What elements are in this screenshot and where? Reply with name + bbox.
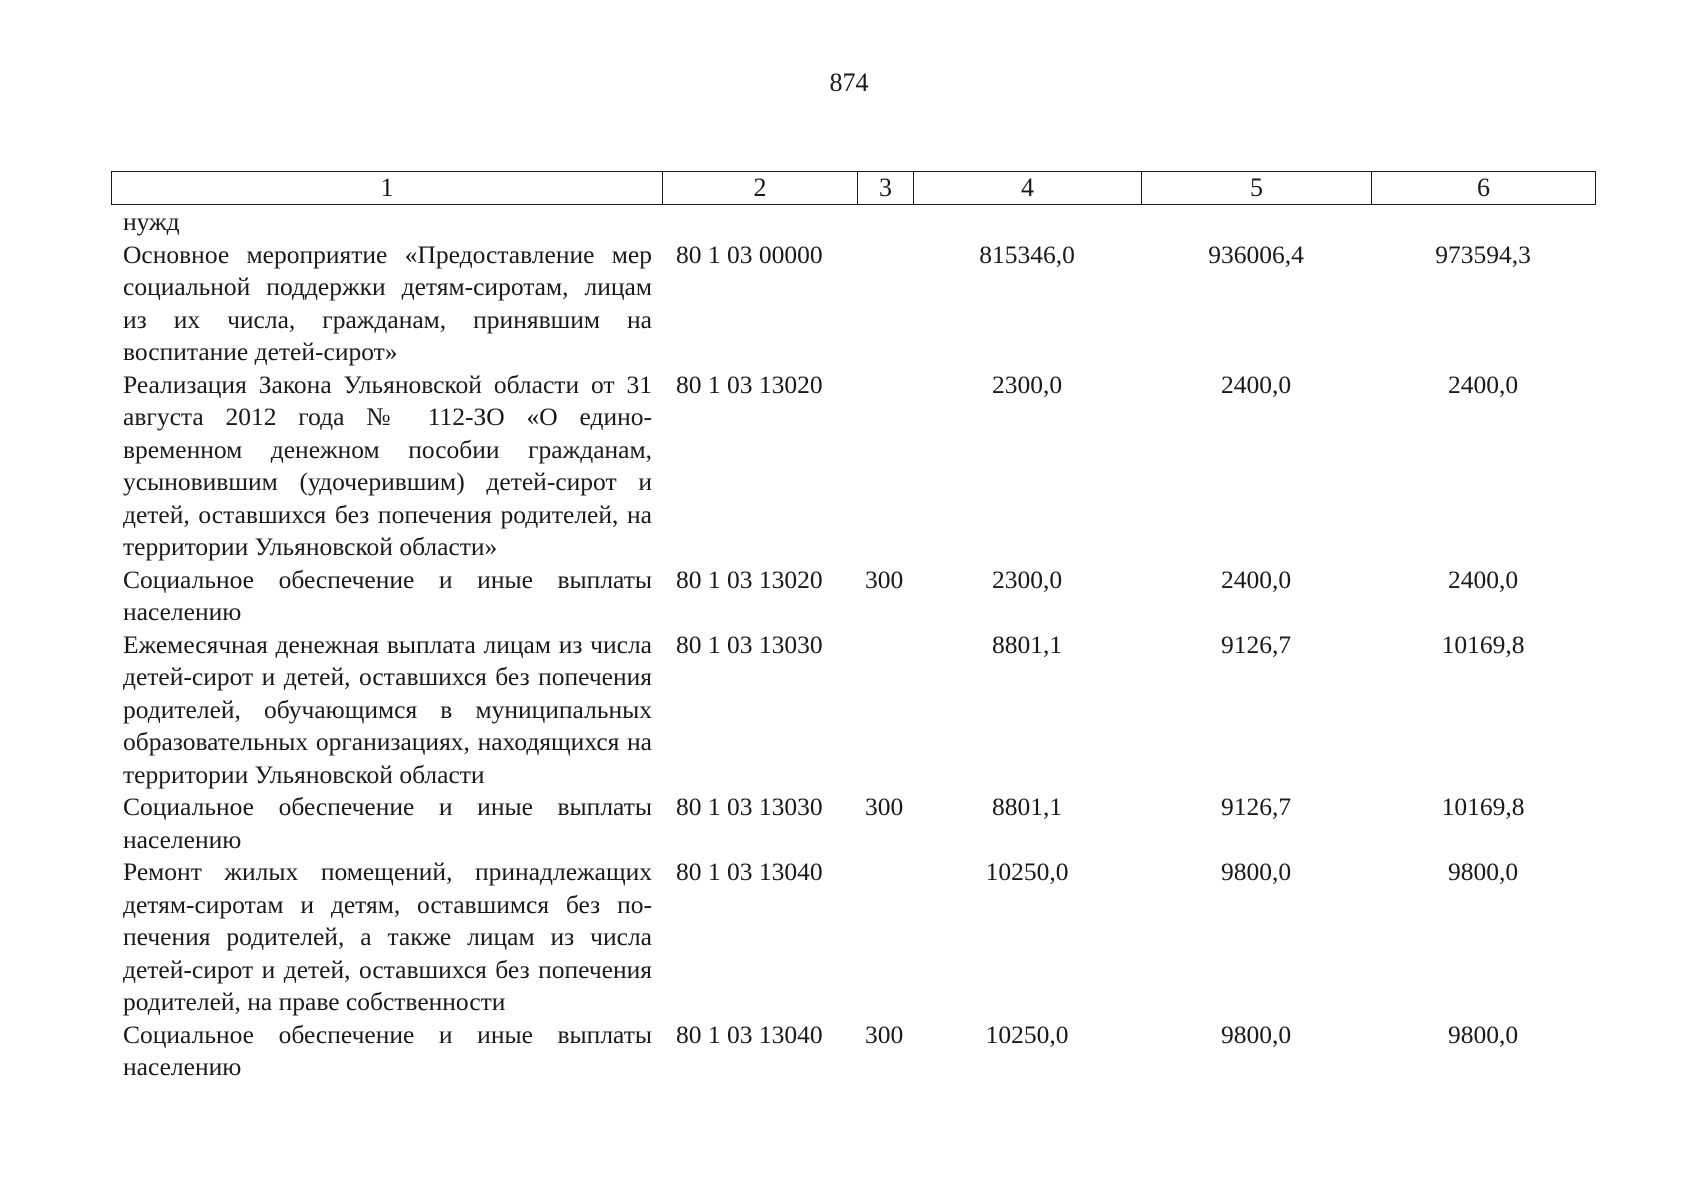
row-value-5: 9126,7: [1220, 792, 1292, 821]
row-vr: [857, 629, 913, 792]
row-vr: [857, 369, 913, 564]
row-vr: 300: [865, 564, 904, 594]
table-row: [111, 239, 1595, 369]
row-code: 80 1 03 13020: [676, 369, 823, 399]
table-row: [111, 369, 1595, 564]
row-value-6: 9800,0: [1447, 857, 1519, 886]
row-vr: [857, 856, 913, 1019]
row-value-6: 10169,8: [1441, 629, 1525, 659]
row-name: нужд: [123, 207, 180, 236]
row-value-4: 10250,0: [985, 857, 1069, 886]
row-value-6: 973594,3: [1435, 239, 1531, 269]
row-value-5: 9800,0: [1220, 1019, 1292, 1049]
table-row: [111, 1019, 1595, 1084]
row-value-6: 10169,8: [1441, 792, 1525, 821]
row-value-5: 9800,0: [1220, 857, 1292, 886]
row-value-4: 2300,0: [991, 369, 1063, 399]
row-value-5: 2400,0: [1220, 369, 1292, 399]
row-code: 80 1 03 13040: [676, 1019, 823, 1049]
row-code: 80 1 03 13030: [676, 792, 823, 821]
row-name: Основное мероприятие «Предоставление мер социальной поддержки детям-сиротам, лицам из их числа, гражданам, принявшим на воспитание детей-сирот»: [123, 239, 652, 366]
row-value-6: 2400,0: [1447, 369, 1519, 399]
row-value-5: 9126,7: [1220, 629, 1292, 659]
row-name: Социальное обеспечение и иные выплаты населению: [123, 1019, 652, 1081]
row-value-6: 2400,0: [1447, 564, 1519, 594]
header-col-6: 6: [1372, 172, 1596, 205]
header-col-2: 2: [663, 172, 858, 205]
header-col-4: 4: [914, 172, 1142, 205]
table-row: [111, 564, 1595, 629]
row-value-4: 815346,0: [979, 239, 1075, 269]
row-value-4: 10250,0: [985, 1019, 1069, 1049]
row-vr: 300: [865, 792, 904, 821]
row-value-5: 936006,4: [1208, 239, 1304, 269]
row-value-4: 2300,0: [991, 564, 1063, 594]
row-name: Ежемесячная денежная выплата лицам из числа детей-сирот и детей, оставшихся без попечения родителей, обучающимся в муниципальных образовательных организациях, находящихся на территории Ульяновской области: [123, 629, 652, 789]
header-col-1: 1: [112, 172, 663, 205]
row-value-4: 8801,1: [991, 792, 1063, 821]
header-row: [112, 172, 1596, 205]
row-value-6: 9800,0: [1447, 1019, 1519, 1049]
row-code: 80 1 03 13020: [676, 564, 823, 594]
table-row: [111, 856, 1595, 1019]
row-name: Ремонт жилых помещений, принадлежащих детям-сиротам и детям, оставшимся без попечения родителей, а также лицам из числа детей-сирот и детей, оставшихся без попечения родителей, на праве собственности: [123, 857, 652, 1016]
table-row-continuation: [111, 206, 1595, 239]
row-vr: [857, 239, 913, 369]
table-row: [111, 629, 1595, 792]
header-col-3: 3: [858, 172, 914, 205]
header-col-5: 5: [1142, 172, 1372, 205]
row-vr: 300: [865, 1019, 904, 1049]
row-code: 80 1 03 00000: [676, 239, 823, 269]
page-number: 874: [829, 68, 869, 97]
table-row: [111, 791, 1595, 856]
row-name: Реализация Закона Ульяновской области от 31 августа 2012 года № 112-ЗО «О единовременном денежном пособии гражданам, усыновившим (удочерившим) детей-сирот и детей, оставшихся без попечения родителей, на территории Ульяновской области»: [123, 369, 652, 561]
row-code: 80 1 03 13040: [676, 857, 823, 886]
row-value-5: 2400,0: [1220, 564, 1292, 594]
row-name: Социальное обеспечение и иные выплаты населению: [123, 792, 652, 854]
table-header: [111, 171, 1596, 205]
row-name: Социальное обеспечение и иные выплаты населению: [123, 564, 652, 626]
table-body: [111, 206, 1595, 1084]
row-value-4: 8801,1: [991, 629, 1063, 659]
row-code: 80 1 03 13030: [676, 629, 823, 659]
